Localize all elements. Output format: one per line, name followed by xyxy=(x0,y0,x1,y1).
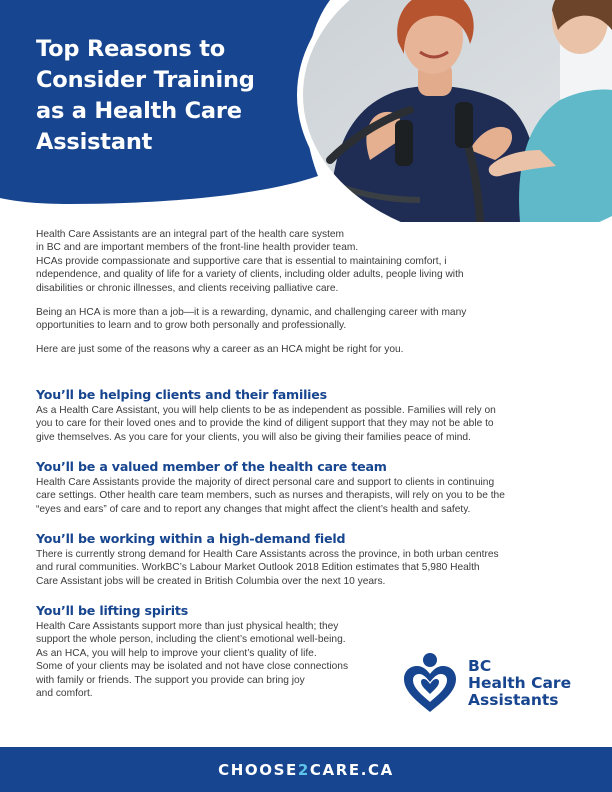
heart-person-icon xyxy=(400,652,460,716)
website-url[interactable] xyxy=(0,761,612,779)
text-line: ndependence, and quality of life for a variety of clients, including older adults, people living with xyxy=(36,269,464,281)
section-heading: You’ll be helping clients and their families xyxy=(36,387,327,402)
text-line: opportunities to learn and to grow both personally and professionally. xyxy=(36,319,347,331)
reason-section-helping xyxy=(36,387,576,444)
text-line: There is currently strong demand for Health Care Assistants across the province, in both urban centres xyxy=(36,549,499,560)
text-line: As a Health Care Assistant, you will help clients to be as independent as possible. Families will rely on xyxy=(36,405,496,416)
text-line: Health Care Assistants are an integral part of the health care system xyxy=(36,229,345,240)
header-banner xyxy=(0,0,612,222)
bc-hca-logo xyxy=(400,652,590,716)
text-line: HCAs provide compassionate and supportive care that is essential to maintaining comfort, i xyxy=(36,255,447,267)
text-line: “eyes and ears” of care and to report any changes that might affect the client’s health and safety. xyxy=(36,503,471,515)
text-line: Health Care Assistants support more than just physical health; they xyxy=(36,621,339,632)
text-line: Here are just some of the reasons why a career as an HCA might be right for you. xyxy=(36,343,404,355)
text-line: and rural communities. WorkBC’s Labour Market Outlook 2018 Edition estimates that 5,980 Health xyxy=(36,562,480,574)
footer-bar xyxy=(0,747,612,792)
text-line: and comfort. xyxy=(36,688,93,700)
intro-text xyxy=(36,228,576,367)
text-line: give themselves. As you care for your clients, you will also be giving their families peace of mind. xyxy=(36,431,471,443)
url-part: CARE.CA xyxy=(309,761,394,779)
text-line: disabilities or chronic illnesses, and clients receiving palliative care. xyxy=(36,282,339,294)
title-line: Consider Training xyxy=(36,67,255,93)
text-line: Being an HCA is more than a job—it is a rewarding, dynamic, and challenging career with many xyxy=(36,306,467,318)
text-line: Care Assistant jobs will be created in British Columbia over the next 10 years. xyxy=(36,575,386,587)
reason-section-team xyxy=(36,459,576,516)
text-line: in BC and are important members of the front-line health provider team. xyxy=(36,242,359,254)
text-line: Health Care Assistants provide the majority of direct personal care and support to clients in continuing xyxy=(36,477,495,488)
section-heading: You’ll be a valued member of the health care team xyxy=(36,459,387,474)
page-title xyxy=(36,34,296,158)
url-part: CHOOSE xyxy=(218,761,298,779)
logo-line: Health Care xyxy=(468,674,572,692)
title-line: Assistant xyxy=(36,129,153,155)
logo-text xyxy=(468,658,571,709)
text-line: As an HCA, you will help to improve your client’s quality of life. xyxy=(36,647,317,659)
intro-paragraph xyxy=(36,306,576,333)
text-line: with family or friends. The support you provide can bring joy xyxy=(36,674,305,686)
text-line: you to care for their loved ones and to provide the kind of diligent support that they may not be able to xyxy=(36,418,494,430)
text-line: care settings. Other health care team members, such as nurses and therapists, will rely on you to be the xyxy=(36,490,505,502)
logo-line: BC xyxy=(468,657,492,675)
logo-line: Assistants xyxy=(468,691,559,709)
intro-paragraph xyxy=(36,343,576,356)
intro-paragraph xyxy=(36,228,576,295)
url-accent-part: 2 xyxy=(297,761,310,779)
title-line: Top Reasons to xyxy=(36,36,226,62)
text-line: Some of your clients may be isolated and not have close connections xyxy=(36,661,349,673)
text-line: support the whole person, including the client’s emotional well-being. xyxy=(36,634,346,646)
section-heading: You’ll be lifting spirits xyxy=(36,603,189,618)
section-heading: You’ll be working within a high-demand field xyxy=(36,531,346,546)
reason-section-demand xyxy=(36,531,576,588)
title-line: as a Health Care xyxy=(36,98,242,124)
